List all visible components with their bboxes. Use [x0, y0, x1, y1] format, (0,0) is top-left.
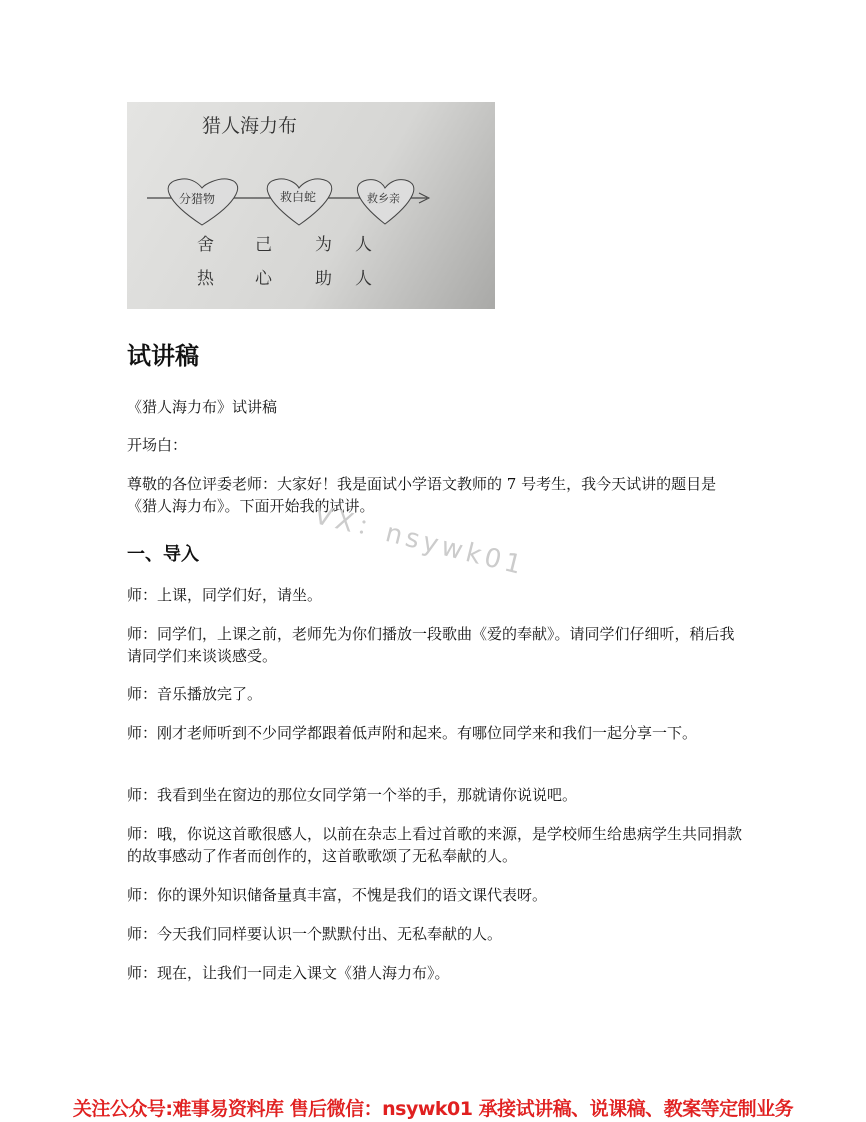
paragraph: 师：上课，同学们好，请坐。 [127, 586, 323, 604]
paragraph: 师：我看到坐在窗边的那位女同学第一个举的手，那就请你说说吧。 [127, 786, 578, 804]
page-title: 试讲稿 [127, 342, 199, 370]
sketch-char: 心 [255, 269, 272, 289]
sketch-char: 热 [197, 269, 214, 289]
sketch-char: 人 [355, 269, 372, 289]
sketch-title: 猎人海力布 [202, 115, 298, 137]
opening-label: 开场白： [127, 436, 188, 454]
paragraph: 师：你的课外知识储备量真丰富，不愧是我们的语文课代表呀。 [127, 886, 548, 904]
heart-label: 救乡亲 [367, 192, 400, 205]
paragraph: 师：刚才老师听到不少同学都跟着低声附和起来。有哪位同学来和我们一起分享一下。 [127, 724, 698, 742]
watermark: VX：nsywk01 [310, 500, 529, 582]
sketch-char: 人 [355, 235, 372, 255]
heart-label: 分猎物 [179, 192, 216, 206]
sketch-char: 舍 [197, 235, 214, 255]
blackboard-sketch-image [127, 102, 495, 309]
sketch-char: 己 [255, 235, 272, 255]
footer-banner: 关注公众号:难事易资料库 售后微信：nsywk01 承接试讲稿、说课稿、教案等定制业务 [72, 1098, 794, 1120]
paragraph: 师：哦，你说这首歌很感人，以前在杂志上看过首歌的来源，是学校师生给患病学生共同捐款的故事感动了作者而创作的，这首歌歌颂了无私奉献的人。 [127, 825, 743, 865]
heart-label: 救白蛇 [280, 190, 317, 204]
paragraph: 师：音乐播放完了。 [127, 685, 263, 703]
sketch-char: 为 [315, 235, 332, 255]
section-heading: 一、导入 [127, 544, 199, 565]
opening-paragraph: 尊敬的各位评委老师：大家好！我是面试小学语文教师的 7 号考生，我今天试讲的题目是《猎人海力布》。下面开始我的试讲。 [127, 475, 717, 515]
doc-subtitle: 《猎人海力布》试讲稿 [127, 398, 278, 416]
paragraph: 师：同学们，上课之前，老师先为你们播放一段歌曲《爱的奉献》。请同学们仔细听，稍后我请同学们来谈谈感受。 [127, 625, 735, 665]
paragraph: 师：今天我们同样要认识一个默默付出、无私奉献的人。 [127, 925, 503, 943]
paragraph: 师：现在，让我们一同走入课文《猎人海力布》。 [127, 964, 450, 982]
sketch-char: 助 [315, 269, 332, 289]
